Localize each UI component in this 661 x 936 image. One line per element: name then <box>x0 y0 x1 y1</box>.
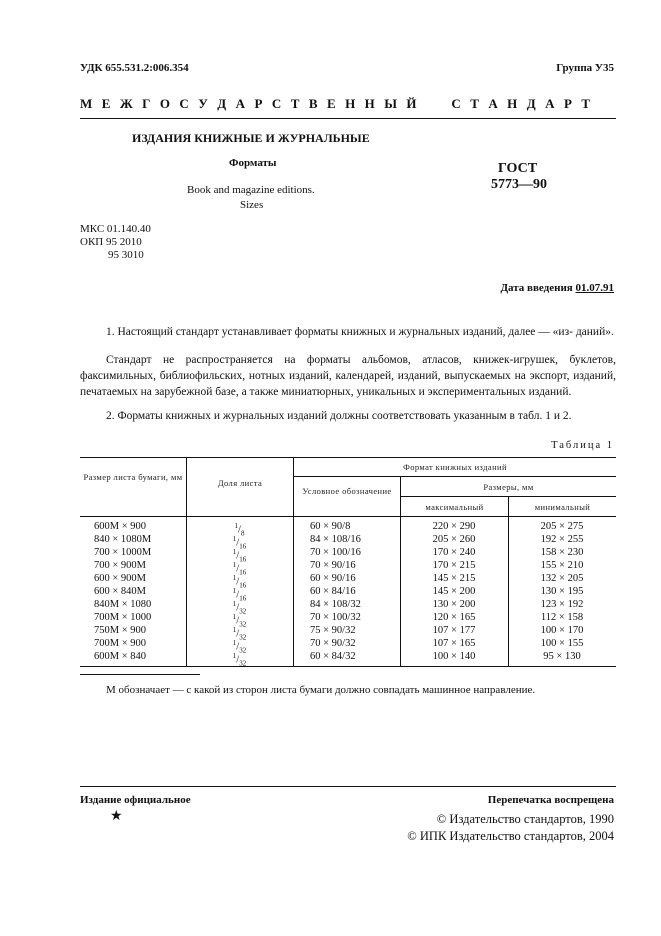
sheet-share-fraction: $^1/_{16}$ <box>232 548 247 564</box>
cell-designation: 60 × 84/32 <box>310 651 356 662</box>
cell-designation: 84 × 108/32 <box>310 599 361 610</box>
cell-max: 130 × 200 <box>432 599 476 610</box>
cell-min: 155 × 210 <box>540 560 584 571</box>
footer-divider <box>80 786 616 787</box>
cell-max: 220 × 290 <box>432 521 476 532</box>
cell-min: 132 × 205 <box>540 573 584 584</box>
share-denominator: 16 <box>239 581 247 590</box>
share-denominator: 8 <box>240 529 245 538</box>
cell-designation: 60 × 90/8 <box>310 521 351 532</box>
cell-min: 130 × 195 <box>540 586 584 597</box>
document-subtitle: Форматы <box>229 157 277 169</box>
cell-designation: 70 × 100/32 <box>310 612 361 623</box>
table-note: М обозначает — с какой из сторон листа бумаги должно совпадать машинное направление. <box>106 684 536 696</box>
sheet-share-fraction: $^1/_{32}$ <box>232 613 247 629</box>
share-denominator: 32 <box>239 633 247 642</box>
table-row <box>80 533 616 551</box>
table-row <box>80 637 616 655</box>
cell-designation: 70 × 90/16 <box>310 560 356 571</box>
document-title: ИЗДАНИЯ КНИЖНЫЕ И ЖУРНАЛЬНЫЕ <box>132 131 370 145</box>
header-max: максимальный <box>425 502 484 512</box>
cell-max: 107 × 165 <box>432 638 476 649</box>
share-numerator: 1 <box>232 587 237 595</box>
cell-min: 100 × 155 <box>540 638 584 649</box>
star-icon: ★ <box>110 809 123 824</box>
gost-number: 5773—90 <box>491 177 547 192</box>
cell-paper: 600 × 840М <box>94 586 147 597</box>
cell-paper: 840М × 1080 <box>94 599 152 610</box>
cell-paper: 600М × 900 <box>94 521 147 532</box>
copyright-2004: © ИПК Издательство стандартов, 2004 <box>407 829 614 843</box>
official-edition: Издание официальное <box>80 794 191 806</box>
udc-code: УДК 655.531.2:006.354 <box>80 62 189 74</box>
classification-codes <box>80 223 151 262</box>
cell-paper: 700М × 1000 <box>94 612 152 623</box>
cell-max: 107 × 177 <box>432 625 476 636</box>
cell-designation: 84 × 108/16 <box>310 534 361 545</box>
date-value: 01.07.91 <box>575 282 614 294</box>
english-title: Book and magazine editions. <box>187 184 315 196</box>
table-row <box>80 572 616 590</box>
date-label: Дата введения <box>500 282 573 294</box>
sheet-share-fraction: $^1/_{32}$ <box>232 652 247 668</box>
cell-min: 192 × 255 <box>540 534 584 545</box>
share-numerator: 1 <box>232 548 237 556</box>
table-top-rule <box>80 457 616 458</box>
header-sizes: Размеры, мм <box>483 482 534 492</box>
cell-max: 120 × 165 <box>432 612 476 623</box>
cell-max: 170 × 215 <box>432 560 476 571</box>
sheet-share-fraction: $^1/_8$ <box>234 522 245 538</box>
note-divider <box>80 674 200 675</box>
cell-paper: 700 × 900М <box>94 560 147 571</box>
share-numerator: 1 <box>232 600 237 608</box>
cell-min: 205 × 275 <box>540 521 584 532</box>
table-header-bottom-rule <box>80 516 616 517</box>
cell-designation: 70 × 90/32 <box>310 638 356 649</box>
table-header-rule-1 <box>293 476 616 477</box>
sheet-share-fraction: $^1/_{16}$ <box>232 561 247 577</box>
cell-max: 205 × 260 <box>432 534 476 545</box>
cell-min: 95 × 130 <box>543 651 581 662</box>
sheet-share-fraction: $^1/_{16}$ <box>232 587 247 603</box>
share-denominator: 16 <box>239 555 247 564</box>
cell-max: 170 × 240 <box>432 547 476 558</box>
table-row <box>80 520 616 538</box>
banner-divider <box>80 118 616 119</box>
english-subtitle: Sizes <box>240 199 264 211</box>
cell-designation: 60 × 90/16 <box>310 573 356 584</box>
share-numerator: 1 <box>232 626 237 634</box>
cell-min: 123 × 192 <box>540 599 584 610</box>
sheet-share-fraction: $^1/_{32}$ <box>232 600 247 616</box>
paragraph-2: Стандарт не распространяется на форматы альбомов, атласов, книжек-игрушек, буклетов, факсимильных, библиофильских, нотных изданий, календарей, изданий, выпускаемых на экспорт, изданий, печатаемых на зарубежной базе, а также миниатюрных, уникальных и экспериментальных изданий. <box>80 354 616 398</box>
share-denominator: 16 <box>239 542 247 551</box>
share-denominator: 16 <box>239 594 247 603</box>
cell-min: 100 × 170 <box>540 625 584 636</box>
share-numerator: 1 <box>232 652 237 660</box>
header-designation: Условное обозначение <box>302 486 392 496</box>
cell-paper: 600 × 900М <box>94 573 147 584</box>
share-numerator: 1 <box>234 522 239 530</box>
table-label: Таблица 1 <box>551 440 614 451</box>
reprint-prohibited: Перепечатка воспрещена <box>487 794 614 806</box>
cell-designation: 60 × 84/16 <box>310 586 356 597</box>
share-numerator: 1 <box>232 639 237 647</box>
sheet-share-fraction: $^1/_{16}$ <box>232 535 247 551</box>
cell-min: 158 × 230 <box>540 547 584 558</box>
mks-code: МКС 01.140.40 <box>80 223 151 235</box>
table-row <box>80 611 616 629</box>
cell-paper: 700 × 1000М <box>94 547 152 558</box>
cell-paper: 700М × 900 <box>94 638 147 649</box>
share-denominator: 32 <box>239 620 247 629</box>
table-row <box>80 650 616 668</box>
table-row <box>80 546 616 564</box>
paragraph-3: 2. Форматы книжных и журнальных изданий должны соответствовать указанным в табл. 1 и 2. <box>106 410 572 422</box>
cell-max: 145 × 200 <box>432 586 476 597</box>
okp-code-1: ОКП 95 2010 <box>80 236 142 248</box>
group-code: Группа У35 <box>556 62 614 74</box>
header-min: минимальный <box>534 502 591 512</box>
introduction-date <box>500 282 614 294</box>
share-numerator: 1 <box>232 574 237 582</box>
share-numerator: 1 <box>232 613 237 621</box>
share-denominator: 16 <box>239 568 247 577</box>
cell-paper: 840 × 1080М <box>94 534 152 545</box>
cell-paper: 600М × 840 <box>94 651 147 662</box>
cell-designation: 70 × 100/16 <box>310 547 361 558</box>
table-row <box>80 559 616 577</box>
header-share: Доля листа <box>217 478 263 488</box>
cell-min: 112 × 158 <box>540 612 584 623</box>
gost-label: ГОСТ <box>498 161 538 176</box>
header-book-format: Формат книжных изданий <box>403 462 507 472</box>
standard-banner: М Е Ж Г О С У Д А Р С Т В Е Н Н Ы Й С Т А Н Д А Р Т <box>80 96 594 111</box>
share-denominator: 32 <box>239 607 247 616</box>
table-row <box>80 585 616 603</box>
cell-paper: 750М × 900 <box>94 625 147 636</box>
sheet-share-fraction: $^1/_{32}$ <box>232 639 247 655</box>
share-numerator: 1 <box>232 535 237 543</box>
share-denominator: 32 <box>239 646 247 655</box>
header-paper-size: Размер листа бумаги, мм <box>83 472 183 482</box>
share-numerator: 1 <box>232 561 237 569</box>
cell-designation: 75 × 90/32 <box>310 625 356 636</box>
table-bottom-rule <box>80 666 616 667</box>
okp-code-2: 95 3010 <box>108 249 144 261</box>
paragraph-1: 1. Настоящий стандарт устанавливает форматы книжных и журнальных изданий, далее — «из- даний». <box>106 326 614 338</box>
copyright-1990: © Издательство стандартов, 1990 <box>436 812 614 826</box>
cell-max: 145 × 215 <box>432 573 476 584</box>
table-row <box>80 624 616 642</box>
sheet-share-fraction: $^1/_{16}$ <box>232 574 247 590</box>
cell-max: 100 × 140 <box>432 651 476 662</box>
table-row <box>80 598 616 616</box>
sheet-share-fraction: $^1/_{32}$ <box>232 626 247 642</box>
share-denominator: 32 <box>239 659 247 668</box>
